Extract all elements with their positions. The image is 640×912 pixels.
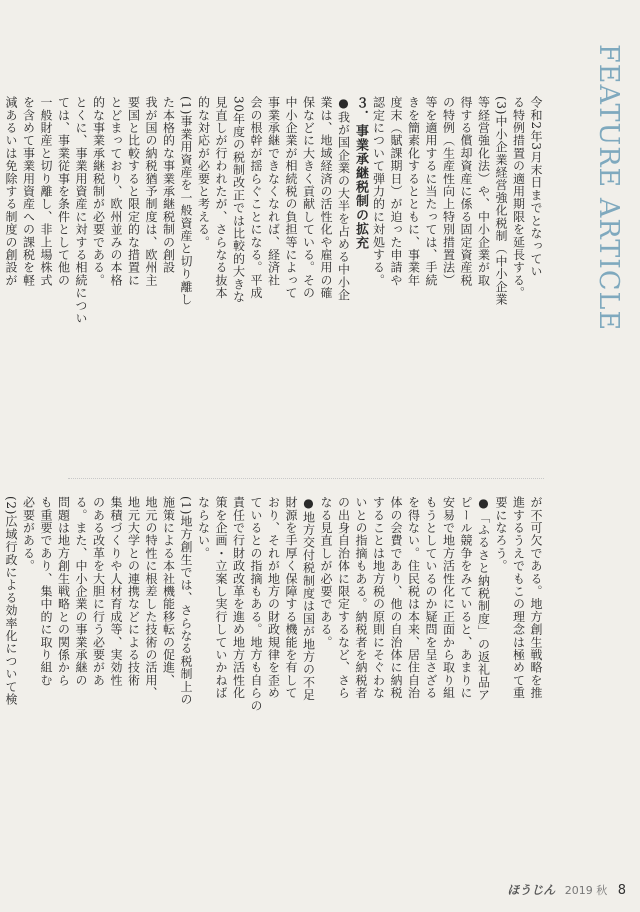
text-column: ●「ふるさと納税制度」の返礼品ア (476, 496, 491, 702)
lower-text-block (0, 496, 544, 846)
text-column: 地元大学との連携などによる技術 (126, 496, 141, 687)
text-column: も重要であり、集中的に取り組む (39, 496, 53, 687)
text-column: 施策による本社機能移転の促進、 (161, 496, 176, 687)
text-column: とどまっており、欧州並みの本格 (109, 96, 123, 287)
text-column: ●我が国企業の大半を占める中小企 (336, 96, 351, 302)
text-column: とくに、事業用資産に対する相続につい (74, 96, 88, 325)
text-column: 集積づくりや人材育成等、実効性 (109, 496, 123, 687)
text-column: いとの指摘もある。納税者を納税者 (354, 496, 368, 700)
text-column: 令和2年3月末日までとなってい (529, 96, 543, 278)
page-footer (507, 881, 626, 898)
text-column: ているとの指摘もある。地方も自らの (249, 496, 263, 712)
text-column: 30年度の税制改正では比較的大きな (231, 96, 246, 304)
text-column: ならない。 (196, 496, 211, 560)
text-column: 事業承継できなくなれば、経済社 (266, 96, 281, 287)
text-column: 得する償却資産に係る固定資産税 (459, 96, 473, 287)
upper-text-block (0, 96, 544, 446)
text-column: る特例措置の適用期限を延長する。 (511, 96, 526, 300)
text-column: 業は、地域経済の活性化や雇用の確 (319, 96, 333, 300)
text-column (0, 496, 2, 846)
section-divider (68, 478, 544, 479)
text-column: (1)地方創生では、さらなる税制上の (179, 496, 193, 706)
text-column: が不可欠である。地方創生戦略を推 (529, 496, 543, 700)
text-column: することは地方税の原則にそぐわな (371, 496, 386, 700)
text-column: 保などに大きく貢献している。その (301, 96, 316, 300)
text-column: おり、それが地方の財政規律を歪め (266, 496, 281, 700)
text-column: 等を適用するに当たっては、手続 (424, 96, 438, 287)
magazine-name: ほうじん (507, 883, 556, 897)
text-column: 的な対応が必要と考える。 (196, 96, 211, 249)
text-column: きを簡素化するとともに、事業年 (406, 96, 421, 287)
text-column: 財源を手厚く保障する機能を有して (284, 496, 298, 700)
text-column: ●地方交付税制度は国が地方の不足 (301, 496, 316, 702)
text-column: のある改革を大胆に行う必要があ (91, 496, 106, 687)
text-column: ピール競争をみていると、あまりに (459, 496, 473, 700)
text-column: なる見直しが必要である。 (319, 496, 333, 649)
text-column: 地元の特性に根差した技術の活用、 (144, 496, 158, 700)
text-column: 見直しが行われたが、さらなる抜本 (214, 96, 228, 300)
text-column: る。また、中小企業の事業承継の (74, 496, 88, 687)
text-column: 的な事業承継税制が必要である。 (91, 96, 106, 287)
text-column: 度末（賦課期日）が迫った申請や (389, 96, 403, 287)
text-column: もうとしているのか疑問を呈さざる (424, 496, 438, 700)
text-column: の出身自治体に限定するなど、さら (336, 496, 351, 700)
text-column: 要国と比較すると限定的な措置に (126, 96, 141, 287)
text-column: 減あるいは免除する制度の創設が (4, 96, 18, 287)
text-column: (1)事業用資産を一般資産と切り離し (179, 96, 193, 306)
text-column: 進するうえでもこの理念は極めて重 (511, 496, 526, 700)
issue-label: 2019 秋 (564, 884, 608, 897)
section-heading: ３．事業承継税制の拡充 (353, 96, 368, 250)
text-column: ては、事業従事を条件として他の (56, 96, 71, 287)
text-column: 安易で地方活性化に正面から取り組 (441, 496, 456, 700)
text-column: 要になろう。 (494, 496, 508, 573)
text-column: 認定について弾力的に対処する。 (371, 96, 386, 287)
text-column: た本格的な事業承継税制の創設 (161, 96, 176, 274)
text-column: 責任で行財政改革を進め地方活性化 (231, 496, 246, 700)
text-column: 一般財産と切り離し、非上場株式 (39, 96, 53, 287)
text-column: を含めて事業用資産への課税を軽 (21, 96, 36, 287)
text-column: 我が国の納税猶予制度は、欧州主 (144, 96, 158, 287)
text-column: の特例（生産性向上特別措置法） (441, 96, 456, 287)
text-column: (3)中小企業経営強化税制（中小企業 (494, 96, 508, 306)
feature-article-label: FEATURE ARTICLE (593, 44, 624, 332)
text-column: 等経営強化法）や、中小企業が取 (476, 96, 491, 287)
text-column: 中小企業が相続税の負担等によって (284, 96, 298, 300)
text-column: 問題は地方創生戦略との関係から (56, 496, 71, 687)
text-column: 会の根幹が揺らぐことになる。平成 (249, 96, 263, 300)
text-column: (2)広域行政による効率化について検 (4, 496, 18, 706)
text-column: 必要がある。 (21, 496, 36, 573)
text-column: 体の会費であり、他の自治体に納税 (389, 496, 403, 700)
page-number: 8 (617, 883, 626, 898)
text-column: 策を企画・立案し実行していかねば (214, 496, 228, 700)
text-column: を得ない。住民税は本来、居住自治 (406, 496, 421, 700)
